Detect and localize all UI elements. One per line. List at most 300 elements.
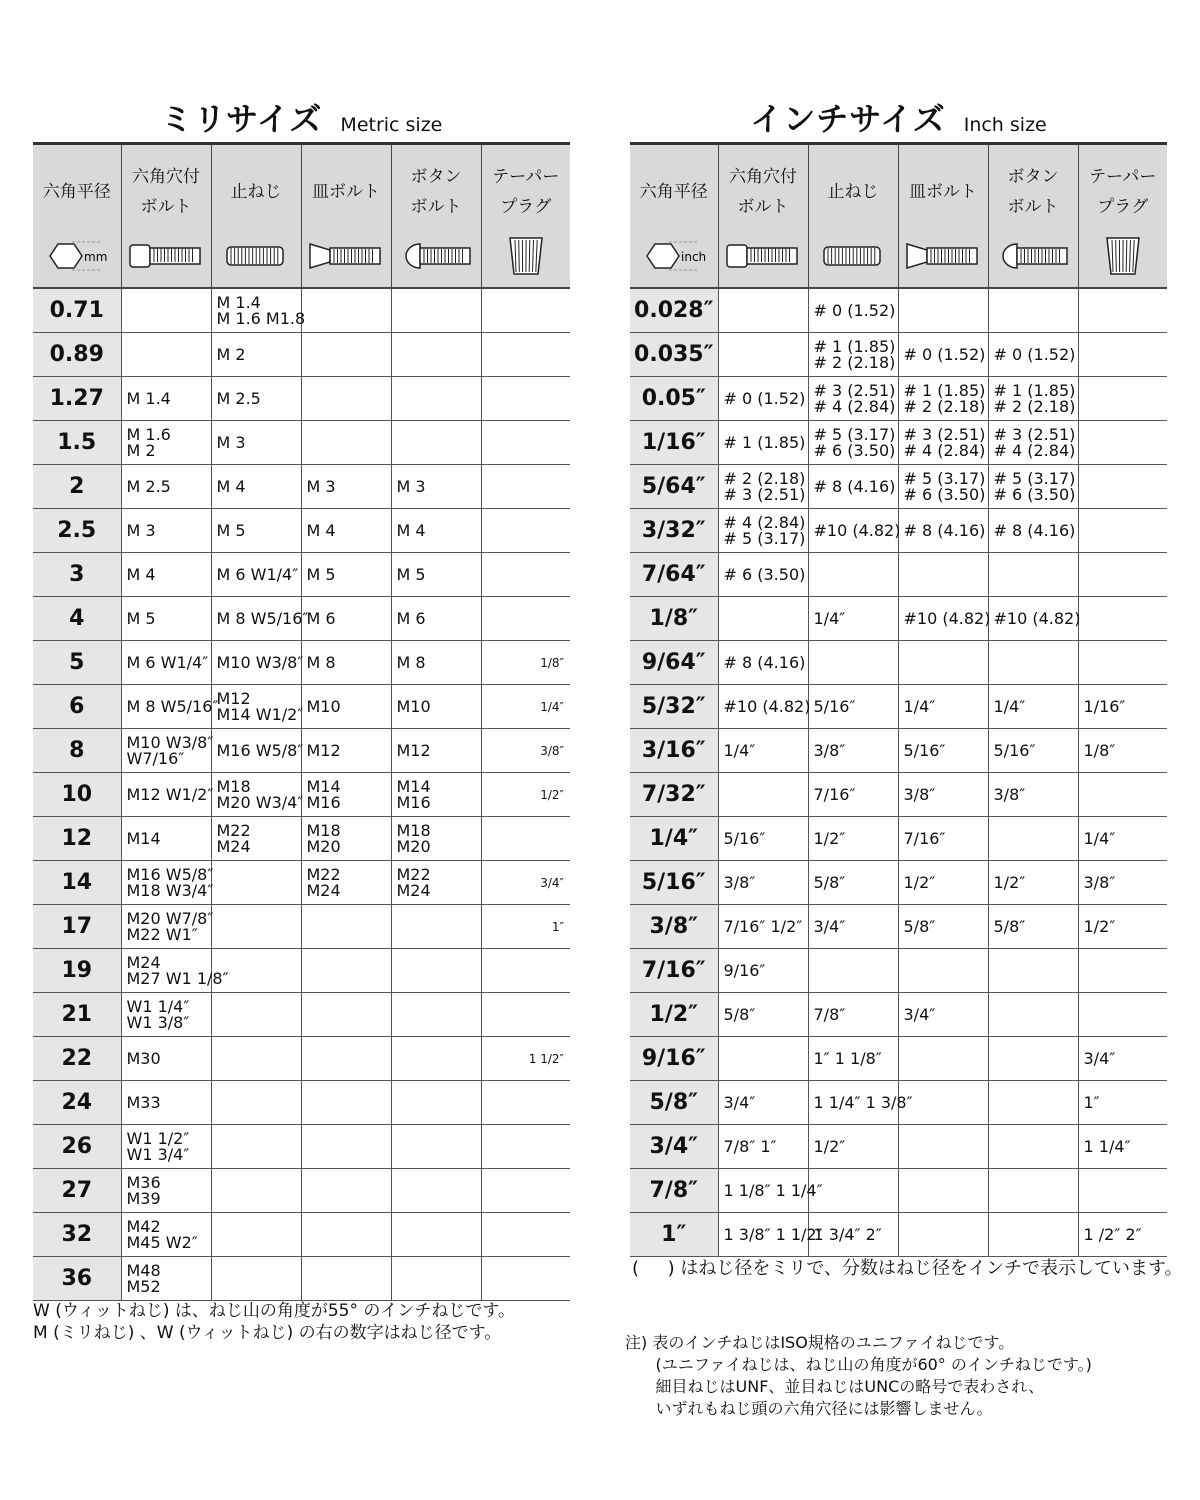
inch-header-0 [630, 144, 718, 289]
table-cell: # 6 (3.50) [718, 553, 808, 597]
table-cell: 7/8″ 1″ [718, 1125, 808, 1169]
table-cell: 3/8″ [718, 861, 808, 905]
table-row [33, 817, 570, 861]
metric-body [33, 288, 570, 1301]
hex-size-cell: 0.05″ [630, 377, 718, 421]
table-row [33, 377, 570, 421]
table-cell [1078, 509, 1167, 553]
inch-title [630, 100, 1167, 140]
table-cell [1078, 993, 1167, 1037]
table-cell: #10 (4.82) [808, 509, 898, 553]
table-cell: 1 3/8″ 1 1/2″ [718, 1213, 808, 1257]
table-cell: M 4 [211, 465, 301, 509]
table-cell [898, 949, 988, 993]
table-cell: 1/2″ [808, 1125, 898, 1169]
metric-header-label: ボタン ボルト [410, 167, 462, 217]
table-cell [481, 949, 570, 993]
table-cell [1078, 288, 1167, 333]
table-cell [988, 949, 1078, 993]
table-cell: M 4 [391, 509, 481, 553]
hex-size-cell: 17 [33, 905, 121, 949]
metric-header-5 [481, 144, 570, 289]
inch-header-5 [1078, 144, 1167, 289]
hex-size-cell: 2 [33, 465, 121, 509]
table-cell: M18 M20 [301, 817, 391, 861]
table-cell: M14 M16 [301, 773, 391, 817]
table-cell [391, 377, 481, 421]
table-cell [391, 1213, 481, 1257]
table-cell: M12 [301, 729, 391, 773]
hex-size-cell: 1/16″ [630, 421, 718, 465]
flat-head-bolt-icon [899, 231, 988, 281]
table-cell: # 8 (4.16) [808, 465, 898, 509]
table-cell: 1 1/8″ 1 1/4″ [718, 1169, 808, 1213]
table-row [630, 1037, 1167, 1081]
table-cell [211, 993, 301, 1037]
hex-size-cell: 32 [33, 1213, 121, 1257]
table-cell: 1/4″ [1078, 817, 1167, 861]
table-cell: 1″ [1078, 1081, 1167, 1125]
metric-header-row [33, 144, 570, 289]
table-cell [481, 333, 570, 377]
table-row [33, 1125, 570, 1169]
table-cell [898, 553, 988, 597]
metric-header-label: テーパー プラグ [492, 167, 560, 217]
table-cell: # 5 (3.17) # 6 (3.50) [808, 421, 898, 465]
metric-table [33, 142, 570, 1301]
metric-title-en: Metric size [340, 114, 443, 136]
table-cell: 7/16″ 1/2″ [718, 905, 808, 949]
table-row [33, 685, 570, 729]
table-cell: 5/8″ [898, 905, 988, 949]
table-cell: 1/4″ [898, 685, 988, 729]
table-cell [481, 421, 570, 465]
table-row [33, 729, 570, 773]
table-cell [481, 1257, 570, 1301]
table-cell: M 6 [301, 597, 391, 641]
table-cell: 1/2″ [1078, 905, 1167, 949]
hex-size-cell: 19 [33, 949, 121, 993]
table-cell: M 3 [301, 465, 391, 509]
table-cell: 1/8″ [1078, 729, 1167, 773]
table-cell [211, 1213, 301, 1257]
inch-title-jp: インチサイズ [750, 100, 946, 138]
set-screw-icon [212, 231, 301, 281]
metric-header-label: 六角平径 [42, 182, 111, 202]
set-screw-icon [809, 231, 898, 281]
inch-body [630, 288, 1167, 1257]
socket-cap-bolt-icon [122, 231, 211, 281]
hex-size-cell: 3/32″ [630, 509, 718, 553]
table-cell: M 8 W5/16″ [121, 685, 211, 729]
table-cell: M 8 [301, 641, 391, 685]
table-cell [391, 1081, 481, 1125]
table-cell [481, 1125, 570, 1169]
table-cell: M10 [391, 685, 481, 729]
hex-size-cell: 22 [33, 1037, 121, 1081]
table-cell [718, 333, 808, 377]
table-cell: M 6 W1/4″ [121, 641, 211, 685]
table-cell [988, 993, 1078, 1037]
table-row [33, 993, 570, 1037]
table-cell [211, 1169, 301, 1213]
hex-size-cell: 5/16″ [630, 861, 718, 905]
table-cell: M30 [121, 1037, 211, 1081]
table-cell [391, 333, 481, 377]
table-cell [718, 773, 808, 817]
table-cell [211, 1037, 301, 1081]
table-cell: 3/8″ [1078, 861, 1167, 905]
hex-key-icon [630, 231, 718, 281]
table-cell: 1 1/2″ [481, 1037, 570, 1081]
inch-note: 注) 表のインチねじはISO規格のユニファイねじです。 (ユニファイねじは、ねじ山の角度が60° のインチねじです。) 細目ねじはUNF、並目ねじはUNCの略号で表わされ、 いずれもねじ頭の六角穴径には影響しません。 [625, 1333, 1092, 1418]
table-row [33, 641, 570, 685]
table-row [630, 773, 1167, 817]
table-cell: M 5 [211, 509, 301, 553]
table-cell [1078, 465, 1167, 509]
table-cell: M 6 W1/4″ [211, 553, 301, 597]
hex-size-cell: 9/16″ [630, 1037, 718, 1081]
hex-size-cell: 36 [33, 1257, 121, 1301]
table-cell: 3/8″ [808, 729, 898, 773]
hex-size-cell: 5 [33, 641, 121, 685]
table-row [630, 817, 1167, 861]
table-cell [988, 817, 1078, 861]
hex-size-cell: 7/64″ [630, 553, 718, 597]
table-cell: #10 (4.82) [988, 597, 1078, 641]
table-cell: 5/16″ [898, 729, 988, 773]
inch-header-label: 六角平径 [639, 182, 708, 202]
table-cell [391, 993, 481, 1037]
table-row [630, 1213, 1167, 1257]
inch-legend: ( ) はねじ径をミリで、分数はねじ径をインチで表示しています。 [632, 1258, 1183, 1279]
table-cell: # 3 (2.51) # 4 (2.84) [808, 377, 898, 421]
table-row [33, 553, 570, 597]
hex-key-icon [33, 231, 121, 281]
table-cell: M16 W5/8″ [211, 729, 301, 773]
hex-size-cell: 8 [33, 729, 121, 773]
table-cell: M18 M20 [391, 817, 481, 861]
table-row [33, 333, 570, 377]
table-cell: M 2.5 [211, 377, 301, 421]
hex-size-cell: 3/4″ [630, 1125, 718, 1169]
table-cell: 1/2″ [808, 817, 898, 861]
table-row [630, 1169, 1167, 1213]
metric-title-jp: ミリサイズ [160, 100, 323, 138]
table-cell: # 3 (2.51) # 4 (2.84) [898, 421, 988, 465]
table-cell [898, 1169, 988, 1213]
table-cell [301, 421, 391, 465]
table-cell: 3/8″ [988, 773, 1078, 817]
table-cell [301, 288, 391, 333]
table-cell: # 5 (3.17) # 6 (3.50) [898, 465, 988, 509]
hex-size-cell: 26 [33, 1125, 121, 1169]
table-row [630, 421, 1167, 465]
table-row [33, 421, 570, 465]
hex-size-cell: 7/16″ [630, 949, 718, 993]
table-cell: M36 M39 [121, 1169, 211, 1213]
hex-size-cell: 12 [33, 817, 121, 861]
table-row [630, 377, 1167, 421]
table-cell: M16 W5/8″ M18 W3/4″ [121, 861, 211, 905]
table-cell: M 2.5 [121, 465, 211, 509]
hex-size-cell: 1/2″ [630, 993, 718, 1037]
table-row [33, 1213, 570, 1257]
table-cell: W1 1/2″ W1 3/4″ [121, 1125, 211, 1169]
table-cell [1078, 333, 1167, 377]
table-cell [301, 333, 391, 377]
button-head-bolt-icon [392, 231, 481, 281]
table-row [630, 685, 1167, 729]
table-cell [898, 641, 988, 685]
table-row [630, 1081, 1167, 1125]
table-row [33, 1169, 570, 1213]
table-cell [391, 1257, 481, 1301]
table-cell: 5/8″ [718, 993, 808, 1037]
table-cell: M 8 [391, 641, 481, 685]
inch-header-label: テーパー プラグ [1089, 167, 1157, 217]
table-cell: M 3 [391, 465, 481, 509]
table-cell: M 6 [391, 597, 481, 641]
table-cell: 7/8″ [808, 993, 898, 1037]
table-cell [718, 288, 808, 333]
table-cell [301, 1037, 391, 1081]
table-cell: M20 W7/8″ M22 W1″ [121, 905, 211, 949]
table-cell [481, 993, 570, 1037]
table-cell: # 1 (1.85) # 2 (2.18) [808, 333, 898, 377]
table-cell: M22 M24 [391, 861, 481, 905]
table-cell: M24 M27 W1 1/8″ [121, 949, 211, 993]
table-cell: 3/4″ [481, 861, 570, 905]
table-cell: 5/16″ [808, 685, 898, 729]
inch-header-row [630, 144, 1167, 289]
taper-plug-icon [1079, 231, 1168, 281]
table-cell: 5/16″ [988, 729, 1078, 773]
table-row [630, 993, 1167, 1037]
table-cell: # 8 (4.16) [718, 641, 808, 685]
table-cell: # 1 (1.85) # 2 (2.18) [988, 377, 1078, 421]
table-row [630, 597, 1167, 641]
table-cell [1078, 421, 1167, 465]
table-cell: 3/4″ [718, 1081, 808, 1125]
table-cell [211, 1125, 301, 1169]
table-cell [718, 1037, 808, 1081]
table-cell [301, 905, 391, 949]
table-cell [121, 288, 211, 333]
metric-header-3 [301, 144, 391, 289]
table-cell: 1/4″ [481, 685, 570, 729]
metric-header-4 [391, 144, 481, 289]
metric-header-label: 止ねじ [230, 182, 282, 202]
table-cell: M 2 [211, 333, 301, 377]
table-cell [988, 1125, 1078, 1169]
hex-size-cell: 3/8″ [630, 905, 718, 949]
table-cell [301, 1257, 391, 1301]
table-cell: M10 W3/8″ [211, 641, 301, 685]
table-cell [1078, 641, 1167, 685]
metric-note: W (ウィットねじ) は、ねじ山の角度が55° のインチねじです。 M (ミリねじ) 、W (ウィットねじ) の右の数字はねじ径です。 [33, 1301, 516, 1343]
inch-header-label: 皿ボルト [909, 182, 977, 202]
hex-size-cell: 5/32″ [630, 685, 718, 729]
hex-size-cell: 1.5 [33, 421, 121, 465]
table-row [630, 861, 1167, 905]
table-cell [391, 288, 481, 333]
metric-section [33, 100, 570, 1301]
inch-table [630, 142, 1167, 1257]
table-row [630, 641, 1167, 685]
table-cell: # 0 (1.52) [988, 333, 1078, 377]
hex-size-cell: 1″ [630, 1213, 718, 1257]
table-cell: 7/16″ [898, 817, 988, 861]
table-cell: M 1.4 M 1.6 M1.8 [211, 288, 301, 333]
table-cell [988, 1213, 1078, 1257]
table-row [630, 1125, 1167, 1169]
table-cell [301, 1213, 391, 1257]
table-row [33, 1037, 570, 1081]
table-cell [988, 641, 1078, 685]
table-cell [481, 597, 570, 641]
table-row [630, 729, 1167, 773]
socket-cap-bolt-icon [719, 231, 808, 281]
table-row [33, 861, 570, 905]
table-row [630, 333, 1167, 377]
table-cell: W1 1/4″ W1 3/8″ [121, 993, 211, 1037]
metric-header-label: 六角穴付 ボルト [132, 167, 200, 217]
table-cell [1078, 1169, 1167, 1213]
metric-header-0 [33, 144, 121, 289]
table-row [33, 905, 570, 949]
table-cell: 1″ [481, 905, 570, 949]
hex-size-cell: 27 [33, 1169, 121, 1213]
metric-title [33, 100, 570, 140]
table-cell: 5/16″ [718, 817, 808, 861]
table-cell: #10 (4.82) [718, 685, 808, 729]
hex-size-cell: 14 [33, 861, 121, 905]
hex-size-cell: 1.27 [33, 377, 121, 421]
table-cell: M10 W3/8″ W7/16″ [121, 729, 211, 773]
table-cell: # 0 (1.52) [808, 288, 898, 333]
inch-header-1 [718, 144, 808, 289]
table-row [33, 509, 570, 553]
table-cell [1078, 553, 1167, 597]
table-cell [898, 1213, 988, 1257]
table-cell: M 8 W5/16″ [211, 597, 301, 641]
table-cell [988, 1081, 1078, 1125]
table-cell: M 4 [301, 509, 391, 553]
table-cell: M48 M52 [121, 1257, 211, 1301]
table-cell [301, 949, 391, 993]
inch-header-2 [808, 144, 898, 289]
table-cell: M 4 [121, 553, 211, 597]
table-cell: # 8 (4.16) [898, 509, 988, 553]
hex-size-cell: 7/8″ [630, 1169, 718, 1213]
table-cell: 7/16″ [808, 773, 898, 817]
table-cell [481, 1213, 570, 1257]
table-row [33, 597, 570, 641]
table-cell [301, 1169, 391, 1213]
table-cell: M14 M16 [391, 773, 481, 817]
hex-size-cell: 0.028″ [630, 288, 718, 333]
table-cell [301, 1081, 391, 1125]
metric-header-1 [121, 144, 211, 289]
table-cell: 1 1/4″ 1 3/8″ [808, 1081, 898, 1125]
table-cell [718, 597, 808, 641]
table-cell: M 1.6 M 2 [121, 421, 211, 465]
table-cell [988, 1037, 1078, 1081]
table-cell [898, 1037, 988, 1081]
table-cell: M 5 [121, 597, 211, 641]
table-cell: 5/8″ [988, 905, 1078, 949]
table-cell: 1/16″ [1078, 685, 1167, 729]
table-cell: 3/4″ [1078, 1037, 1167, 1081]
table-cell: 1 /2″ 2″ [1078, 1213, 1167, 1257]
table-cell [391, 1125, 481, 1169]
button-head-bolt-icon [989, 231, 1078, 281]
table-cell: # 2 (2.18) # 3 (2.51) [718, 465, 808, 509]
table-cell [121, 333, 211, 377]
inch-title-en: Inch size [963, 114, 1047, 136]
table-row [33, 949, 570, 993]
table-cell: M10 [301, 685, 391, 729]
metric-header-label: 皿ボルト [312, 182, 380, 202]
table-cell: 1/2″ [988, 861, 1078, 905]
table-cell: M12 M14 W1/2″ [211, 685, 301, 729]
table-cell: M 1.4 [121, 377, 211, 421]
table-cell [898, 288, 988, 333]
inch-header-label: 六角穴付 ボルト [729, 167, 797, 217]
table-cell: 3/4″ [898, 993, 988, 1037]
table-cell [391, 1037, 481, 1081]
table-cell: 1/8″ [481, 641, 570, 685]
table-cell: # 0 (1.52) [898, 333, 988, 377]
table-cell: 1/4″ [808, 597, 898, 641]
table-row [630, 288, 1167, 333]
table-cell: 1″ 1 1/8″ [808, 1037, 898, 1081]
table-cell: M22 M24 [211, 817, 301, 861]
table-cell: 9/16″ [718, 949, 808, 993]
table-cell [481, 288, 570, 333]
hex-size-cell: 5/8″ [630, 1081, 718, 1125]
table-cell: 3/4″ [808, 905, 898, 949]
table-cell: 1/4″ [988, 685, 1078, 729]
table-row [630, 949, 1167, 993]
hex-size-cell: 24 [33, 1081, 121, 1125]
table-cell [808, 641, 898, 685]
hex-size-cell: 0.035″ [630, 333, 718, 377]
table-row [630, 553, 1167, 597]
table-cell: 5/8″ [808, 861, 898, 905]
hex-size-cell: 4 [33, 597, 121, 641]
table-cell: M22 M24 [301, 861, 391, 905]
table-row [630, 465, 1167, 509]
table-cell [301, 377, 391, 421]
table-cell [391, 905, 481, 949]
table-cell [988, 553, 1078, 597]
table-cell: M 3 [121, 509, 211, 553]
table-cell: M12 W1/2″ [121, 773, 211, 817]
table-cell: 1/2″ [898, 861, 988, 905]
table-cell: 3/8″ [898, 773, 988, 817]
table-cell [301, 993, 391, 1037]
table-cell [481, 817, 570, 861]
table-cell: M18 M20 W3/4″ [211, 773, 301, 817]
table-cell [481, 509, 570, 553]
table-cell: M 5 [301, 553, 391, 597]
table-cell [481, 377, 570, 421]
hex-size-cell: 6 [33, 685, 121, 729]
svg-text:mm: mm [83, 250, 108, 264]
hex-size-cell: 0.71 [33, 288, 121, 333]
